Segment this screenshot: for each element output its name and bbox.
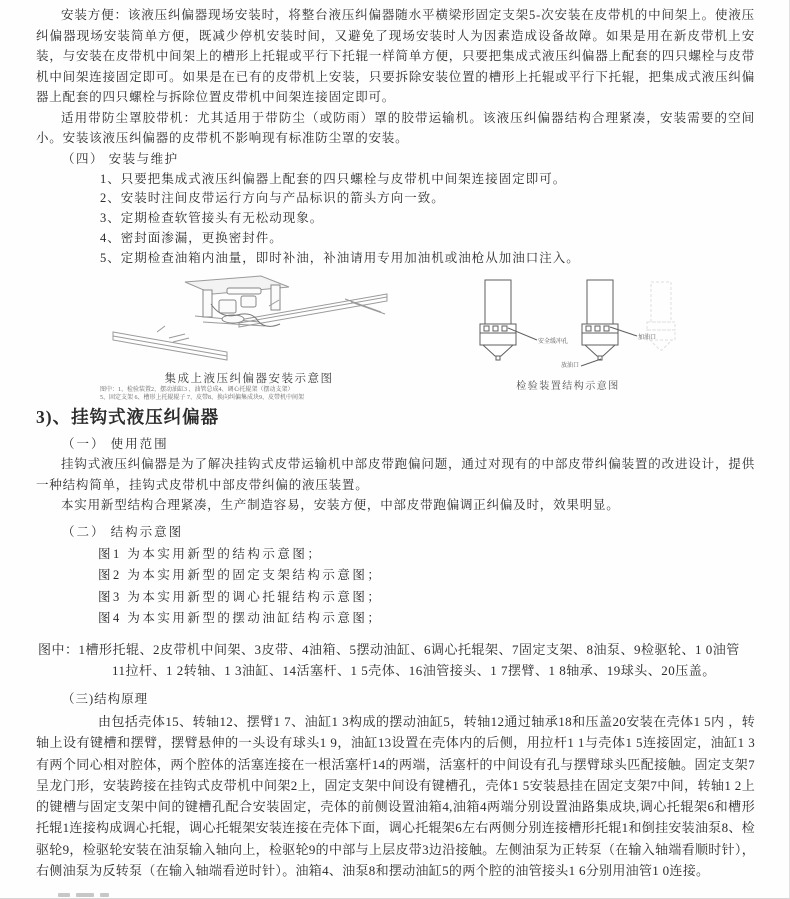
ghost-device-outline: [647, 282, 675, 350]
parts-legend: [36, 639, 755, 681]
conveyor-isometric-diagram-image: [99, 274, 399, 364]
figure-reference-line: 图4 为本实用新型的摆动油缸结构示意图；: [98, 611, 383, 626]
figure-reference-list: [98, 544, 755, 630]
list-item: 3、定期检查软管接头有无松动现象。: [100, 211, 324, 226]
inspection-device-diagram-image: [453, 276, 683, 368]
figure-installation-diagram: [94, 274, 404, 402]
label-oil-fill-port: 加油口: [638, 335, 657, 342]
para-structure-principle: 由包括壳体15、转轴12、摆臂1 7、油缸1 3构成的摆动油缸5，转轴12通过轴承18和压盖20安装在壳体1 5内 ，转轴上设有键槽和摆臂，摆臂悬伸的一头设有球头1 9，油缸13设置在壳体内的后侧，用拉杆1 1与壳体1 5连接固定，油缸1 3有两个同心相对腔体，两个腔体的活塞连接在一根活塞杆14的两端，活塞杆的中间设有孔与摆臂球头匹配接触。固定支架7呈龙门形，安装跨接在挂钩式皮带机中间架2上，固定支架中间设有键槽孔，壳体1 5安装悬挂在固定支架7中间，转轴1 2上的键槽与固定支架中间的键槽孔配合安装固定，壳体的前侧设置油箱4,油箱4两端分别设置油路集成块,调心托辊架6和槽形托辊1连接构成调心托辊，调心托辊架安装连接在壳体下面，调心托辊架6左右两侧分别连接槽形托辊1和倒挂安装油泵8、检驱轮9，检驱轮安装在油泵输入轴向上，检驱轮9的中部与上层皮带3边沿接触。左侧油泵为正转泵（在输入轴端看顺时针），右侧油泵为反转泵（在输入轴端看逆时针）。油箱4、油泵8和摆动油缸5的两个腔的油管接头1 6分别用油管1 0连接。: [36, 713, 755, 879]
maintenance-list: [100, 170, 755, 269]
para-dust-cover-suitability: 适用带防尘罩胶带机：尤其适用于带防尘（或防雨）罩的胶带运输机。该液压纠偏器结构合理紧凑，安装需要的空间小。安装该液压纠偏器的皮带机不影响现有标准防尘罩的安装。: [36, 110, 755, 145]
para-usage-scope: 挂钩式液压纠偏器是为了解决挂钩式皮带运输机中部皮带跑偏问题，通过对现有的中部皮带纠偏装置的改进设计，提供一种结构简单，挂钩式皮带机中部皮带纠偏的液压装置。: [36, 457, 755, 492]
para-utility-model-benefits: 本实用新型结构合理紧凑，生产制造容易，安装方便，中部皮带跑偏调正纠偏及时，效果明显。: [61, 498, 620, 513]
list-item: 2、安装时注间皮带运行方向与产品标识的箭头方向一致。: [100, 191, 445, 206]
figure-left-caption: 集成上液压纠偏器安装示意图: [164, 373, 334, 386]
figure-inspection-device-diagram: [448, 274, 688, 396]
figure-left-note-line1: 图中：1、检验装置2、摆动油缸3 、油管总成4、调心托辊架（摆动支架）: [100, 387, 294, 394]
heading-sub2-structure-diagrams: （二） 结构示意图: [62, 524, 184, 539]
heading-sub3-structure-principle: （三)结构原理: [62, 691, 149, 706]
figure-reference-line: 图3 为本实用新型的调心托辊结构示意图；: [98, 589, 383, 604]
parts-legend-line2: 11拉杆、1 2转轴、1 3油缸、14活塞杆、1 5壳体、16油管接头、1 7摆臂、1 8轴承、19球头、20压盖。: [112, 662, 716, 678]
parts-legend-line1: 图中：1槽形托辊、2皮带机中间架、3皮带、4油箱、5摆动油缸、6调心托辊架、7固定支架、8油泵、9检驱轮、1 0油管: [38, 641, 740, 657]
figure-reference-line: 图1 为本实用新型的结构示意图；: [98, 546, 323, 561]
heading-section-3-hook-type: 3)、挂钩式液压纠偏器: [36, 407, 220, 428]
list-item: 5、定期检查油箱内油量，即时补油，补油请用专用加油机或油枪从加油口注入。: [100, 250, 580, 265]
cutoff-text-fragment: [58, 893, 109, 897]
list-item: 4、密封面渗漏，更换密封件。: [100, 230, 283, 245]
figures-row: [36, 274, 755, 402]
list-item: 1、只要把集成式液压纠偏器上配套的四只螺栓与皮带机中间架连接固定即可。: [100, 171, 567, 186]
heading-section-4-install-maintain: （四） 安装与维护: [62, 151, 179, 166]
label-safety-buffer-hole: 安全缓冲孔: [538, 339, 569, 346]
figure-left-note-line2: 5、固定支架 6、槽形上托辊辊子 7、皮带8、换向纠偏集成块9、皮带机中间架: [100, 395, 305, 402]
label-oil-drain-port: 放油口: [561, 363, 580, 369]
heading-sub1-usage-scope: （一） 使用范围: [62, 437, 169, 452]
figure-reference-line: 图2 为本实用新型的固定支架结构示意图；: [98, 568, 383, 583]
figure-right-caption: 检验装置结构示意图: [516, 381, 620, 393]
para-installation-convenience: 安装方便：该液压纠偏器现场安装时，将整台液压纠偏器随水平横梁形固定支架5-次安装在皮带机的中间架上。使液压纠偏器现场安装简单方便，既减少停机安装时间，又避免了现场安装时人为因素造成设备故障。如果是用在新皮带机上安装，与安装在皮带机中间架上的槽形上托辊或平行下托辊一样简单方便，只要把集成式液压纠偏器上配套的四只螺栓与皮带机中间架连接固定即可。如果是在已有的皮带机上安装，只要拆除安装位置的槽形上托辊或平行下托辊，把集成式液压纠偏器上配套的四只螺栓与拆除位置皮带机中间架连接固定即可。: [36, 8, 755, 104]
